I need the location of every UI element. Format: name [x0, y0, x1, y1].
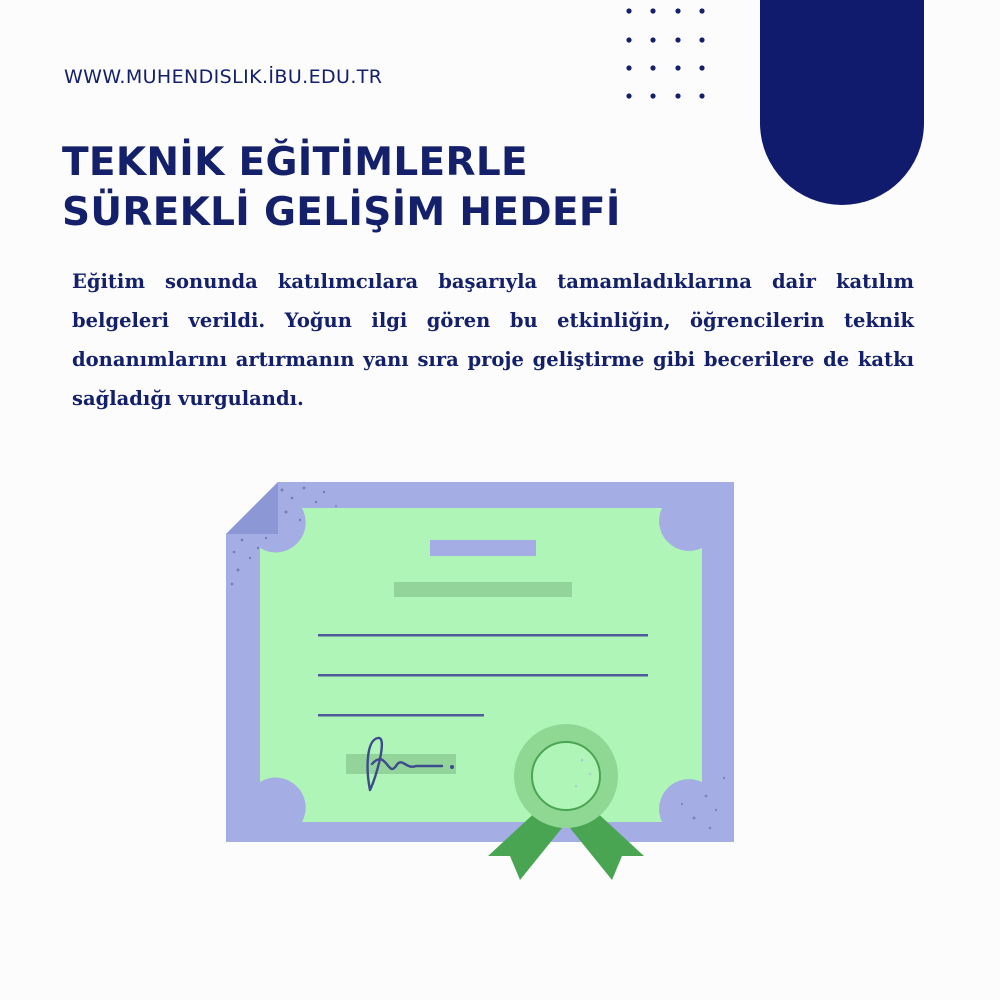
signature-box: [346, 754, 456, 774]
certificate-subheader-bar: [394, 582, 572, 597]
certificate-illustration: [220, 478, 740, 898]
certificate-header-bar: [430, 540, 536, 556]
title-line-1: TEKNİK EĞİTİMLERLE: [62, 140, 528, 185]
decorative-arch: [760, 0, 924, 205]
certificate-line-3: [318, 714, 484, 717]
dot-grid-decoration: [620, 4, 720, 104]
website-url: WWW.MUHENDISLIK.İBU.EDU.TR: [64, 66, 383, 88]
certificate-folded-corner: [226, 482, 278, 534]
certificate-line-1: [318, 634, 648, 637]
title-line-2: SÜREKLİ GELİŞİM HEDEFİ: [62, 190, 621, 235]
page-title: [62, 138, 621, 238]
certificate-line-2: [318, 674, 648, 677]
body-paragraph: Eğitim sonunda katılımcılara başarıyla tamamladıklarına dair katılım belgeleri verildi. Yoğun ilgi gören bu etkinliğin, öğrencilerin teknik donanımlarını artırmanın yanı sıra proje geliştirme gibi becerilere de katkı sağladığı vurgulandı.: [72, 270, 914, 410]
seal-inner: [532, 742, 600, 810]
